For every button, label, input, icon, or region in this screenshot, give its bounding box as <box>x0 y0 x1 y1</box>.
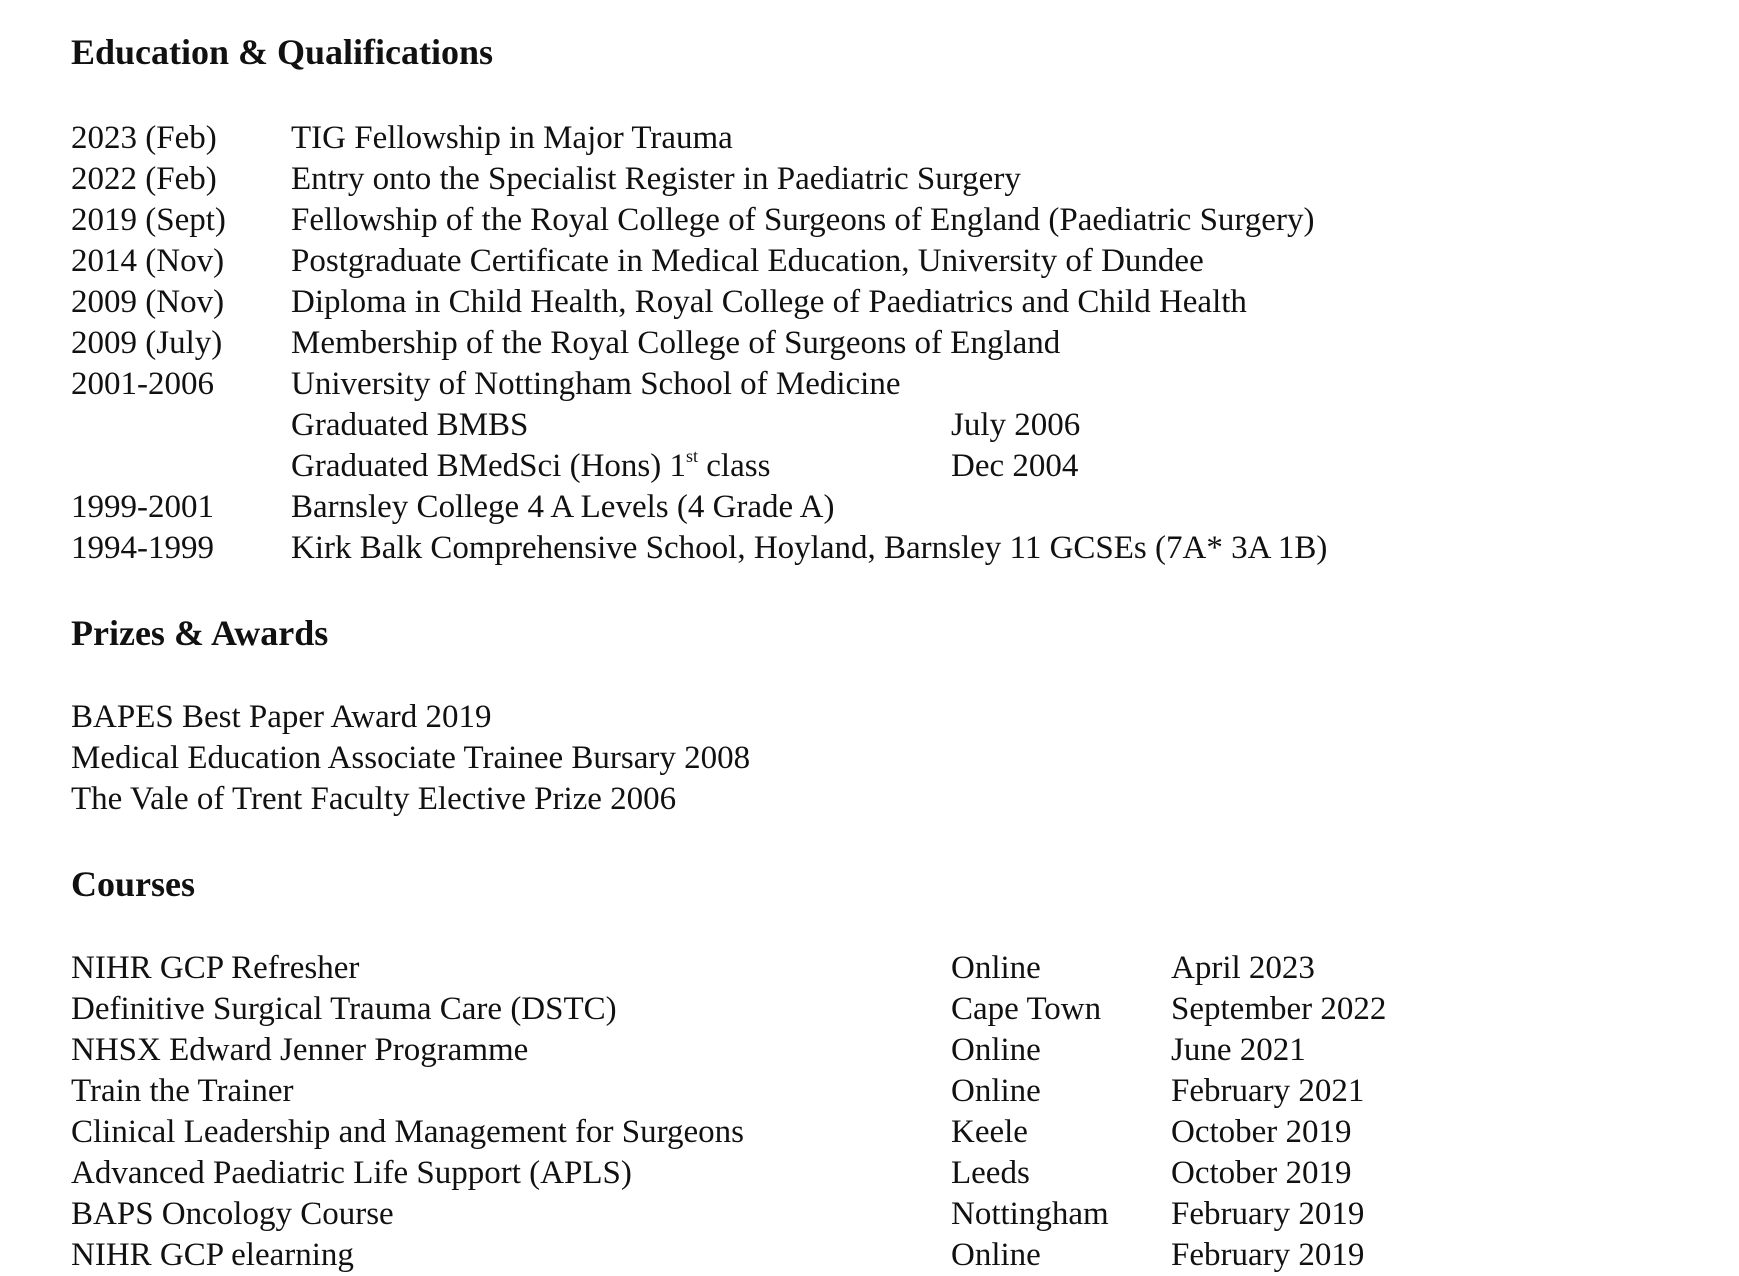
course-location: Leeds <box>951 1155 1030 1191</box>
course-name: NIHR GCP elearning <box>71 1237 354 1273</box>
education-description: Fellowship of the Royal College of Surgeons of England (Paediatric Surgery) <box>291 202 1315 238</box>
education-subentry-date: July 2006 <box>951 407 1081 443</box>
course-date: June 2021 <box>1171 1032 1306 1068</box>
education-date: 1999-2001 <box>71 489 214 525</box>
education-description: Graduated BMBS <box>291 407 529 443</box>
education-date: 2001-2006 <box>71 366 214 402</box>
education-description: Barnsley College 4 A Levels (4 Grade A) <box>291 489 835 525</box>
education-description: Diploma in Child Health, Royal College of Paediatrics and Child Health <box>291 284 1247 320</box>
education-description: University of Nottingham School of Medicine <box>291 366 901 402</box>
course-date: April 2023 <box>1171 950 1315 986</box>
education-date: 1994-1999 <box>71 530 214 566</box>
prize-text: BAPES Best Paper Award 2019 <box>71 699 492 735</box>
course-name: Clinical Leadership and Management for Surgeons <box>71 1114 744 1150</box>
prize-text: Medical Education Associate Trainee Bursary 2008 <box>71 740 751 776</box>
education-description <box>291 446 770 487</box>
course-name: NIHR GCP Refresher <box>71 950 360 986</box>
education-date: 2023 (Feb) <box>71 120 217 156</box>
prizes-heading: Prizes & Awards <box>71 613 329 653</box>
course-location: Online <box>951 1032 1041 1068</box>
course-location: Online <box>951 1073 1041 1109</box>
document-page <box>71 0 1671 1273</box>
course-date: February 2019 <box>1171 1237 1365 1273</box>
education-date: 2019 (Sept) <box>71 202 226 238</box>
course-date: October 2019 <box>1171 1114 1352 1150</box>
education-description: Postgraduate Certificate in Medical Education, University of Dundee <box>291 243 1204 279</box>
education-description: Kirk Balk Comprehensive School, Hoyland, Barnsley 11 GCSEs (7A* 3A 1B) <box>291 530 1328 566</box>
course-location: Cape Town <box>951 991 1102 1027</box>
ordinal-superscript: st <box>686 446 699 466</box>
education-description: Entry onto the Specialist Register in Paediatric Surgery <box>291 161 1021 197</box>
course-name: NHSX Edward Jenner Programme <box>71 1032 529 1068</box>
education-description-text: Graduated BMedSci (Hons) 1 <box>291 448 687 484</box>
prize-text: The Vale of Trent Faculty Elective Prize 2006 <box>71 781 677 817</box>
course-name: Advanced Paediatric Life Support (APLS) <box>71 1155 632 1191</box>
education-description-suffix: class <box>698 448 771 484</box>
course-date: September 2022 <box>1171 991 1387 1027</box>
course-date: February 2019 <box>1171 1196 1365 1232</box>
courses-heading: Courses <box>71 864 195 904</box>
course-location: Nottingham <box>951 1196 1109 1232</box>
education-date: 2009 (July) <box>71 325 223 361</box>
education-date: 2014 (Nov) <box>71 243 225 279</box>
education-date: 2009 (Nov) <box>71 284 225 320</box>
course-name: Train the Trainer <box>71 1073 294 1109</box>
education-subentry-date: Dec 2004 <box>951 448 1079 484</box>
course-location: Online <box>951 950 1041 986</box>
education-date: 2022 (Feb) <box>71 161 217 197</box>
course-name: Definitive Surgical Trauma Care (DSTC) <box>71 991 617 1027</box>
course-date: February 2021 <box>1171 1073 1365 1109</box>
course-location: Keele <box>951 1114 1028 1150</box>
course-name: BAPS Oncology Course <box>71 1196 394 1232</box>
education-description: Membership of the Royal College of Surgeons of England <box>291 325 1061 361</box>
education-description: TIG Fellowship in Major Trauma <box>291 120 733 156</box>
course-location: Online <box>951 1237 1041 1273</box>
course-date: October 2019 <box>1171 1155 1352 1191</box>
education-heading: Education & Qualifications <box>71 32 494 72</box>
